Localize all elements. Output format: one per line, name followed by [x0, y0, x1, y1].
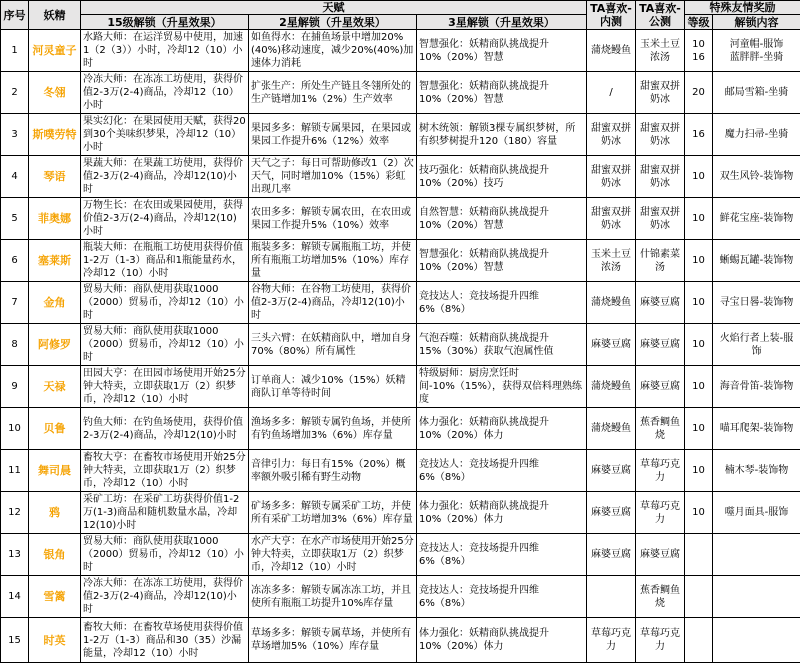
- row-index: 3: [1, 114, 29, 156]
- header-ta-inner: TA喜欢-内测: [587, 1, 636, 30]
- reward-content: 楠木琴-装饰物: [713, 450, 800, 492]
- talent-15: 畜牧大亨：在畜牧市场使用开始25分钟大特卖，立即获取1万（2）织梦币，冷却12（10）小时: [81, 450, 249, 492]
- talent-2star: 扩张生产：所处生产链且冬翎所处的生产链增加1%（2%）生产效率: [249, 72, 417, 114]
- reward-content: 寻宝日晷-装饰物: [713, 282, 800, 324]
- reward-content: 噬月面具-服饰: [713, 492, 800, 534]
- ta-like-public: 玉米土豆浓汤: [636, 30, 685, 72]
- spirit-name: 金角: [29, 282, 81, 324]
- table-row: [1, 240, 800, 282]
- spirit-name: 雪篱: [29, 576, 81, 618]
- table-row: [1, 618, 800, 663]
- talent-2star: 如鱼得水：在捕鱼场景中增加20%(40%)移动速度，减少20%(40%)加速体力消耗: [249, 30, 417, 72]
- talent-2star: 冻冻多多：解锁专属冻冻工坊，并且使所有瓶瓶工坊提升10%库存量: [249, 576, 417, 618]
- talent-3star: 智慧强化：妖精商队挑战提升10%（20%）智慧: [417, 72, 587, 114]
- ta-like-inner: 甜蜜双拼奶冰: [587, 114, 636, 156]
- reward-level: 20: [685, 72, 713, 114]
- ta-like-inner: 玉米土豆浓汤: [587, 240, 636, 282]
- ta-like-public: 蕉香鲷鱼烧: [636, 576, 685, 618]
- spirit-name: 河灵童子: [29, 30, 81, 72]
- ta-like-public: 草莓巧克力: [636, 618, 685, 663]
- talent-3star: 体力强化：妖精商队挑战提升10%（20%）体力: [417, 408, 587, 450]
- reward-content: [713, 534, 800, 576]
- table-row: [1, 198, 800, 240]
- row-index: 8: [1, 324, 29, 366]
- talent-15: 果实幻化：在果园使用天赋，获得20到30个美味织梦果，冷却12（10）小时: [81, 114, 249, 156]
- reward-content: 海音骨笛-装饰物: [713, 366, 800, 408]
- row-index: 4: [1, 156, 29, 198]
- table-row: [1, 30, 800, 72]
- reward-content: 魔力扫帚-坐骑: [713, 114, 800, 156]
- row-index: 5: [1, 198, 29, 240]
- reward-content: 双生风铃-装饰物: [713, 156, 800, 198]
- reward-level: [685, 576, 713, 618]
- table-row: [1, 324, 800, 366]
- ta-like-inner: 麻婆豆腐: [587, 450, 636, 492]
- table-row: [1, 450, 800, 492]
- ta-like-inner: /: [587, 72, 636, 114]
- spirit-name: 冬翎: [29, 72, 81, 114]
- ta-like-inner: 麻婆豆腐: [587, 534, 636, 576]
- ta-like-inner: 蒲烧鳗鱼: [587, 366, 636, 408]
- talent-3star: 体力强化：妖精商队挑战提升10%（20%）体力: [417, 492, 587, 534]
- spirit-name: 塞莱斯: [29, 240, 81, 282]
- talent-3star: 气泡吞噬：妖精商队挑战提升15%（30%）获取气泡属性值: [417, 324, 587, 366]
- reward-content: 喵耳爬架-装饰物: [713, 408, 800, 450]
- header-talent: 天赋: [81, 1, 587, 15]
- talent-15: 钓鱼大师：在钓鱼场使用，获得价值2-3万(2-4)商品，冷却12(10)小时: [81, 408, 249, 450]
- reward-content: [713, 576, 800, 618]
- talent-15: 果蔬大师：在果蔬工坊使用，获得价值2-3万(2-4)商品，冷却12(10)小时: [81, 156, 249, 198]
- talent-2star: 订单商人：减少10%（15%）妖精商队订单等待时间: [249, 366, 417, 408]
- ta-like-inner: 甜蜜双拼奶冰: [587, 198, 636, 240]
- talent-3star: 智慧强化：妖精商队挑战提升10%（20%）智慧: [417, 30, 587, 72]
- row-index: 9: [1, 366, 29, 408]
- reward-content: 邮局雪箱-坐骑: [713, 72, 800, 114]
- row-index: 10: [1, 408, 29, 450]
- row-index: 11: [1, 450, 29, 492]
- header-t15: 15级解锁（升星效果）: [81, 15, 249, 30]
- talent-2star: 天气之子：每日可帮助修改1（2）次天气，同时增加10%（15%）彩虹出现几率: [249, 156, 417, 198]
- row-index: 7: [1, 282, 29, 324]
- spirit-name: 鸦: [29, 492, 81, 534]
- ta-like-public: 甜蜜双拼奶冰: [636, 156, 685, 198]
- reward-level: 10: [685, 492, 713, 534]
- ta-like-public: 蕉香鲷鱼烧: [636, 408, 685, 450]
- talent-2star: 音律引力：每日有15%（20%）概率额外吸引稀有野生动物: [249, 450, 417, 492]
- ta-like-public: 麻婆豆腐: [636, 324, 685, 366]
- talent-3star: 体力强化：妖精商队挑战提升10%（20%）体力: [417, 618, 587, 663]
- spirit-name: 贝鲁: [29, 408, 81, 450]
- reward-content: 火焰行者上装-服饰: [713, 324, 800, 366]
- talent-3star: 竞技达人：竞技场提升四维6%（8%）: [417, 282, 587, 324]
- reward-content: 河童帽-服饰 蓝胖胖-坐骑: [713, 30, 800, 72]
- talent-2star: 果园多多：解锁专属果园，在果园或果园工作提升6%（12%）效率: [249, 114, 417, 156]
- talent-15: 万物生长：在农田或果园使用，获得价值2-3万(2-4)商品，冷却12(10)小时: [81, 198, 249, 240]
- reward-level: 10: [685, 366, 713, 408]
- reward-content: [713, 618, 800, 663]
- ta-like-public: 麻婆豆腐: [636, 282, 685, 324]
- talent-15: 采矿工坊：在采矿工坊获得价值1-2万(1-3)商品和随机数量水晶，冷却12(10)小时: [81, 492, 249, 534]
- ta-like-public: 麻婆豆腐: [636, 534, 685, 576]
- talent-2star: 矿场多多：解锁专属采矿工坊，并使所有采矿工坊增加3%（6%）库存量: [249, 492, 417, 534]
- ta-like-public: 什锦素菜汤: [636, 240, 685, 282]
- table-row: [1, 72, 800, 114]
- ta-like-inner: 蒲烧鳗鱼: [587, 408, 636, 450]
- spirit-name: 菲奥娜: [29, 198, 81, 240]
- reward-level: 10: [685, 156, 713, 198]
- talent-15: 田园大亨：在田园市场使用开始25分钟大特卖，立即获取1万（2）织梦币，冷却12（10）小时: [81, 366, 249, 408]
- talent-3star: 竞技达人：竞技场提升四维6%（8%）: [417, 576, 587, 618]
- talent-15: 贸易大师：商队使用获取1000（2000）贸易币，冷却12（10）小时: [81, 324, 249, 366]
- header-index: 序号: [1, 1, 29, 30]
- talent-15: 畜牧大师：在畜牧草场使用获得价值1-2万（1-3）商品和30（35）沙漏能量，冷却12（10）小时: [81, 618, 249, 663]
- ta-like-public: 草莓巧克力: [636, 450, 685, 492]
- spirit-name: 阿修罗: [29, 324, 81, 366]
- table-row: [1, 156, 800, 198]
- spirit-name: 天禄: [29, 366, 81, 408]
- row-index: 2: [1, 72, 29, 114]
- talent-15: 冷冻大师：在冻冻工坊使用，获得价值2-3万(2-4)商品，冷却12（10）小时: [81, 72, 249, 114]
- table-row: [1, 534, 800, 576]
- reward-content: 鲜花宝座-装饰物: [713, 198, 800, 240]
- talent-2star: 草场多多：解锁专属草场，并使所有草场增加5%（10%）库存量: [249, 618, 417, 663]
- reward-level: 10: [685, 282, 713, 324]
- ta-like-inner: 麻婆豆腐: [587, 492, 636, 534]
- talent-3star: 技巧强化：妖精商队挑战提升10%（20%）技巧: [417, 156, 587, 198]
- row-index: 13: [1, 534, 29, 576]
- spirit-name: 斯噗劳特: [29, 114, 81, 156]
- ta-like-public: 甜蜜双拼奶冰: [636, 198, 685, 240]
- talent-15: 贸易大师：商队使用获取1000（2000）贸易币，冷却12（10）小时: [81, 282, 249, 324]
- ta-like-inner: 草莓巧克力: [587, 618, 636, 663]
- header-reward: 特殊友情奖励: [685, 1, 800, 15]
- spirit-name: 时英: [29, 618, 81, 663]
- talent-3star: 树木统领：解锁3棵专属织梦树，所有织梦树提升120（180）容量: [417, 114, 587, 156]
- ta-like-inner: 蒲烧鳗鱼: [587, 30, 636, 72]
- table-body: [1, 30, 800, 663]
- talent-15: 贸易大师：商队使用获取1000（2000）贸易币，冷却12（10）小时: [81, 534, 249, 576]
- header-t2: 2星解锁（升星效果）: [249, 15, 417, 30]
- ta-like-inner: [587, 576, 636, 618]
- reward-level: [685, 534, 713, 576]
- talent-3star: 自然智慧：妖精商队挑战提升10%（20%）智慧: [417, 198, 587, 240]
- ta-like-public: 甜蜜双拼奶冰: [636, 114, 685, 156]
- header-t3: 3星解锁（升星效果）: [417, 15, 587, 30]
- ta-like-inner: 麻婆豆腐: [587, 324, 636, 366]
- talent-15: 水路大师：在运洋贸易中使用，加速1（2（3））小时，冷却12（10）小时: [81, 30, 249, 72]
- spirit-name: 银角: [29, 534, 81, 576]
- row-index: 12: [1, 492, 29, 534]
- talent-2star: 水产大亨：在水产市场使用开始25分钟大特卖，立即获取1万（2）织梦币，冷却12（10）小时: [249, 534, 417, 576]
- spirit-name: 琴语: [29, 156, 81, 198]
- table-row: [1, 408, 800, 450]
- table-row: [1, 366, 800, 408]
- header-level: 等级: [685, 15, 713, 30]
- reward-level: 10: [685, 408, 713, 450]
- talent-15: 冷冻大师：在冻冻工坊使用，获得价值2-3万(2-4)商品，冷却12(10)小时: [81, 576, 249, 618]
- ta-like-inner: 甜蜜双拼奶冰: [587, 156, 636, 198]
- row-index: 15: [1, 618, 29, 663]
- talent-3star: 特级厨师：厨房烹饪时间-10%（15%），获得双倍料理熟练度: [417, 366, 587, 408]
- talent-2star: 农田多多：解锁专属农田，在农田或果园工作提升5%（10%）效率: [249, 198, 417, 240]
- ta-like-public: 草莓巧克力: [636, 492, 685, 534]
- ta-like-public: 麻婆豆腐: [636, 366, 685, 408]
- spirit-name: 舞司晨: [29, 450, 81, 492]
- ta-like-public: 甜蜜双拼奶冰: [636, 72, 685, 114]
- reward-level: 10 16: [685, 30, 713, 72]
- talent-2star: 谷物大师：在谷物工坊使用，获得价值2-3万(2-4)商品，冷却12(10)小时: [249, 282, 417, 324]
- talent-3star: 竞技达人：竞技场提升四维6%（8%）: [417, 450, 587, 492]
- talent-2star: 瓶装多多：解锁专属瓶瓶工坊，并使所有瓶瓶工坊增加5%（10%）库存量: [249, 240, 417, 282]
- reward-level: 10: [685, 198, 713, 240]
- talent-3star: 智慧强化：妖精商队挑战提升10%（20%）智慧: [417, 240, 587, 282]
- row-index: 1: [1, 30, 29, 72]
- table-row: [1, 282, 800, 324]
- talent-2star: 三头六臂：在妖精商队中，增加自身70%（80%）所有属性: [249, 324, 417, 366]
- header-ta-public: TA喜欢-公测: [636, 1, 685, 30]
- talent-15: 瓶装大师：在瓶瓶工坊使用获得价值1-2万（1-3）商品和1瓶能量药水，冷却12（10）小时: [81, 240, 249, 282]
- talent-2star: 渔场多多：解锁专属钓鱼场，并使所有钓鱼场增加3%（6%）库存量: [249, 408, 417, 450]
- ta-like-inner: 蒲烧鳗鱼: [587, 282, 636, 324]
- reward-content: 蜥蜴瓦罐-装饰物: [713, 240, 800, 282]
- header-content: 解锁内容: [713, 15, 800, 30]
- talent-3star: 竞技达人：竞技场提升四维6%（8%）: [417, 534, 587, 576]
- reward-level: 10: [685, 450, 713, 492]
- reward-level: 10: [685, 240, 713, 282]
- row-index: 14: [1, 576, 29, 618]
- table-row: [1, 576, 800, 618]
- table-row: [1, 114, 800, 156]
- table-row: [1, 492, 800, 534]
- reward-level: 16: [685, 114, 713, 156]
- reward-level: 10: [685, 324, 713, 366]
- row-index: 6: [1, 240, 29, 282]
- reward-level: [685, 618, 713, 663]
- header-spirit: 妖精: [29, 1, 81, 30]
